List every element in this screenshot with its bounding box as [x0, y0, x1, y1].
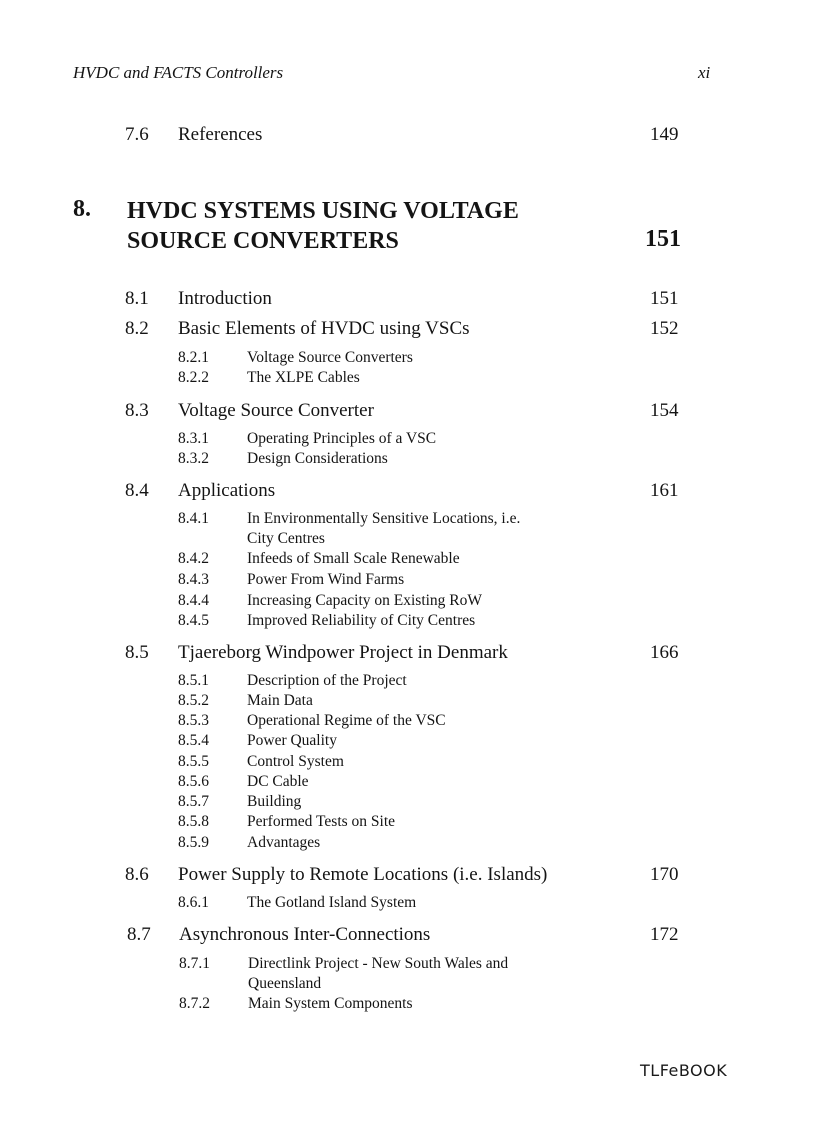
subsection-title: Directlink Project - New South Wales and [248, 955, 509, 972]
chapter-number: 8. [73, 196, 91, 222]
subsection-title: Improved Reliability of City Centres [247, 612, 476, 629]
subsection-title: Infeeds of Small Scale Renewable [247, 550, 460, 567]
section-title: Basic Elements of HVDC using VSCs [178, 318, 470, 339]
subsection-number: 8.5.2 [178, 692, 209, 709]
subsection-title: The Gotland Island System [247, 894, 417, 911]
running-title: HVDC and FACTS Controllers [73, 63, 284, 82]
section-number: 8.1 [125, 288, 149, 309]
subsection-title: Power From Wind Farms [247, 571, 405, 588]
subsection-title: DC Cable [247, 773, 309, 790]
subsection-title: Description of the Project [247, 672, 407, 689]
subsection-number: 8.5.9 [178, 834, 209, 851]
subsection-title: Voltage Source Converters [247, 349, 413, 366]
chapter-title [127, 196, 627, 256]
subsection-title: The XLPE Cables [247, 369, 360, 386]
subsection-title-continued: City Centres [247, 530, 325, 547]
subsection-title: In Environmentally Sensitive Locations, i.e. [247, 510, 521, 527]
subsection-number: 8.3.1 [178, 430, 209, 447]
section-title: Power Supply to Remote Locations (i.e. Islands) [178, 864, 548, 885]
subsection-title: Operational Regime of the VSC [247, 712, 446, 729]
section-title: Voltage Source Converter [178, 400, 374, 421]
subsection-number: 8.4.5 [178, 612, 209, 629]
previous-section-page: 149 [650, 124, 679, 145]
subsection-number: 8.4.1 [178, 510, 209, 527]
section-page: 152 [650, 318, 679, 339]
subsection-number: 8.5.4 [178, 732, 209, 749]
section-number: 8.3 [125, 400, 149, 421]
section-number: 8.2 [125, 318, 149, 339]
page-number: xi [698, 63, 711, 82]
subsection-number: 8.4.2 [178, 550, 209, 567]
subsection-title: Design Considerations [247, 450, 388, 467]
section-number: 8.5 [125, 642, 149, 663]
subsection-title: Performed Tests on Site [247, 813, 396, 830]
section-page: 172 [650, 924, 679, 945]
subsection-number: 8.7.2 [179, 995, 210, 1012]
subsection-title: Advantages [247, 834, 321, 851]
subsection-title: Operating Principles of a VSC [247, 430, 437, 447]
section-page: 170 [650, 864, 679, 885]
subsection-number: 8.2.1 [178, 349, 209, 366]
subsection-number: 8.6.1 [178, 894, 209, 911]
subsection-number: 8.5.3 [178, 712, 209, 729]
section-title: Tjaereborg Windpower Project in Denmark [178, 642, 508, 663]
subsection-number: 8.7.1 [179, 955, 210, 972]
section-page: 166 [650, 642, 679, 663]
section-title: Introduction [178, 288, 272, 309]
subsection-number: 8.5.7 [178, 793, 209, 810]
section-number: 8.7 [127, 924, 151, 945]
subsection-title: Control System [247, 753, 344, 770]
subsection-title: Main Data [247, 692, 313, 709]
subsection-title: Power Quality [247, 732, 337, 749]
section-page: 161 [650, 480, 679, 501]
section-number: 8.4 [125, 480, 149, 501]
subsection-title: Increasing Capacity on Existing RoW [247, 592, 483, 609]
chapter-title-line-1: HVDC SYSTEMS USING VOLTAGE [127, 198, 519, 224]
section-page: 154 [650, 400, 679, 421]
subsection-number: 8.5.5 [178, 753, 209, 770]
subsection-number: 8.4.3 [178, 571, 209, 588]
previous-section-number: 7.6 [125, 124, 149, 145]
subsection-number: 8.5.6 [178, 773, 209, 790]
subsection-number: 8.2.2 [178, 369, 209, 386]
section-page: 151 [650, 288, 679, 309]
chapter-page: 151 [645, 226, 681, 252]
subsection-number: 8.5.1 [178, 672, 209, 689]
section-title: Applications [178, 480, 276, 501]
subsection-number: 8.4.4 [178, 592, 209, 609]
subsection-number: 8.5.8 [178, 813, 209, 830]
chapter-title-line-2: SOURCE CONVERTERS [127, 228, 399, 254]
subsection-number: 8.3.2 [178, 450, 209, 467]
subsection-title: Main System Components [248, 995, 413, 1012]
footer-brand: TLFeBOOK [640, 1061, 728, 1080]
subsection-title: Building [247, 793, 302, 810]
previous-section-title: References [178, 124, 263, 145]
section-number: 8.6 [125, 864, 149, 885]
subsection-title-continued: Queensland [248, 975, 322, 992]
section-title: Asynchronous Inter-Connections [179, 924, 431, 945]
